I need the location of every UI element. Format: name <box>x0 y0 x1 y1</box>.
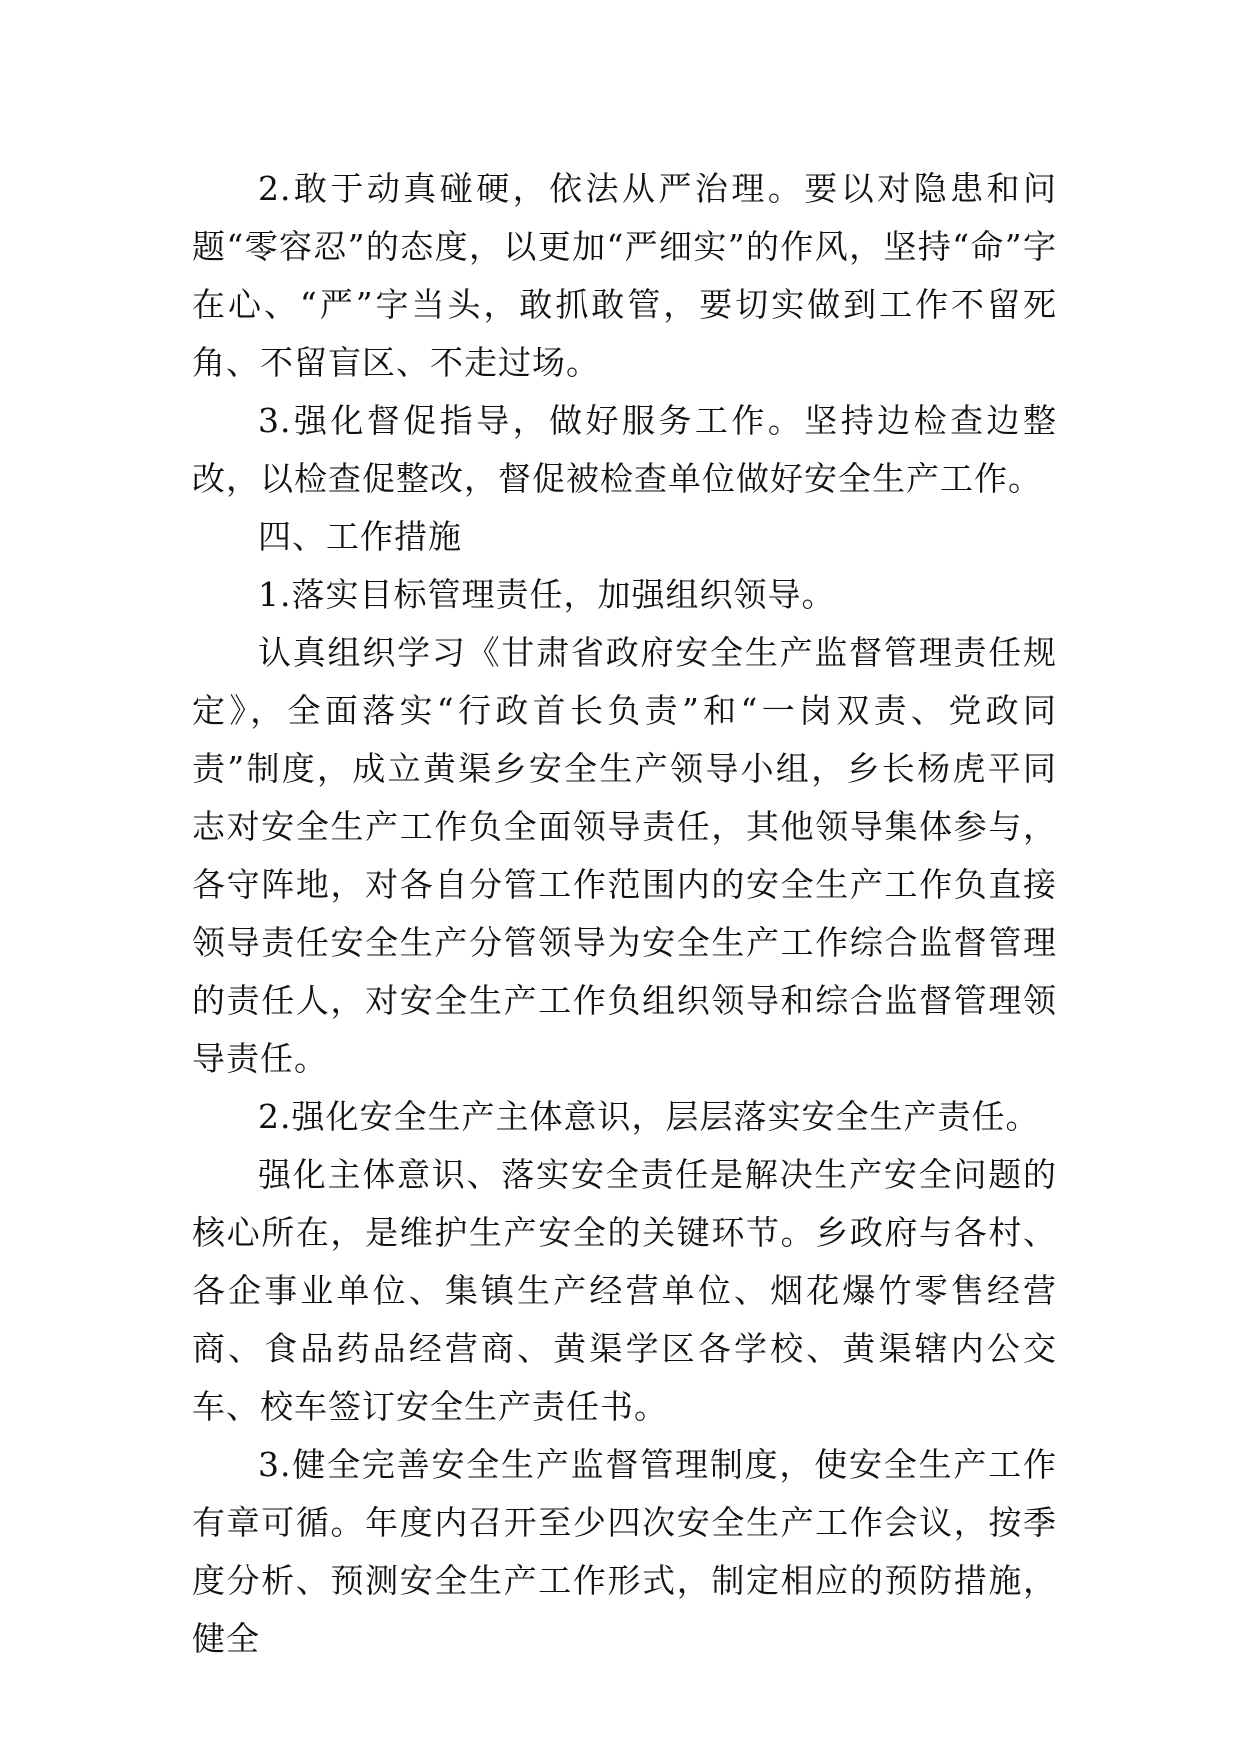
paragraph-principle-2: 2.敢于动真碰硬，依法从严治理。要以对隐患和问题“零容忍”的态度，以更加“严细实”的作风，坚持“命”字在心、“严”字当头，敢抓敢管，要切实做到工作不留死角、不留盲区、不走过场。 <box>192 169 1057 382</box>
paragraph-measure-3: 3.健全完善安全生产监督管理制度，使安全生产工作有章可循。年度内召开至少四次安全生产工作会议，按季度分析、预测安全生产工作形式，制定相应的预防措施，健全 <box>192 1445 1057 1658</box>
paragraph-principle-3: 3.强化督促指导，做好服务工作。坚持边检查边整改，以检查促整改，督促被检查单位做好安全生产工作。 <box>192 401 1057 498</box>
paragraph-measure-2-body: 强化主体意识、落实安全责任是解决生产安全问题的核心所在，是维护生产安全的关键环节。乡政府与各村、各企事业单位、集镇生产经营单位、烟花爆竹零售经营商、食品药品经营商、黄渠学区各学校、黄渠辖内公交车、校车签订安全生产责任书。 <box>192 1155 1057 1426</box>
paragraph-measure-1-body: 认真组织学习《甘肃省政府安全生产监督管理责任规定》，全面落实“行政首长负责”和“一岗双责、党政同责”制度，成立黄渠乡安全生产领导小组，乡长杨虎平同志对安全生产工作负全面领导责任，其他领导集体参与，各守阵地，对各自分管工作范围内的安全生产工作负直接领导责任安全生产分管领导为安全生产工作综合监督管理的责任人，对安全生产工作负组织领导和综合监督管理领导责任。 <box>192 633 1057 1078</box>
section-heading-measures: 四、工作措施 <box>258 517 462 556</box>
subheading-measure-2: 2.强化安全生产主体意识，层层落实安全生产责任。 <box>258 1097 1040 1136</box>
subheading-measure-1: 1.落实目标管理责任，加强组织领导。 <box>258 575 836 614</box>
document-body <box>192 160 1057 1668</box>
